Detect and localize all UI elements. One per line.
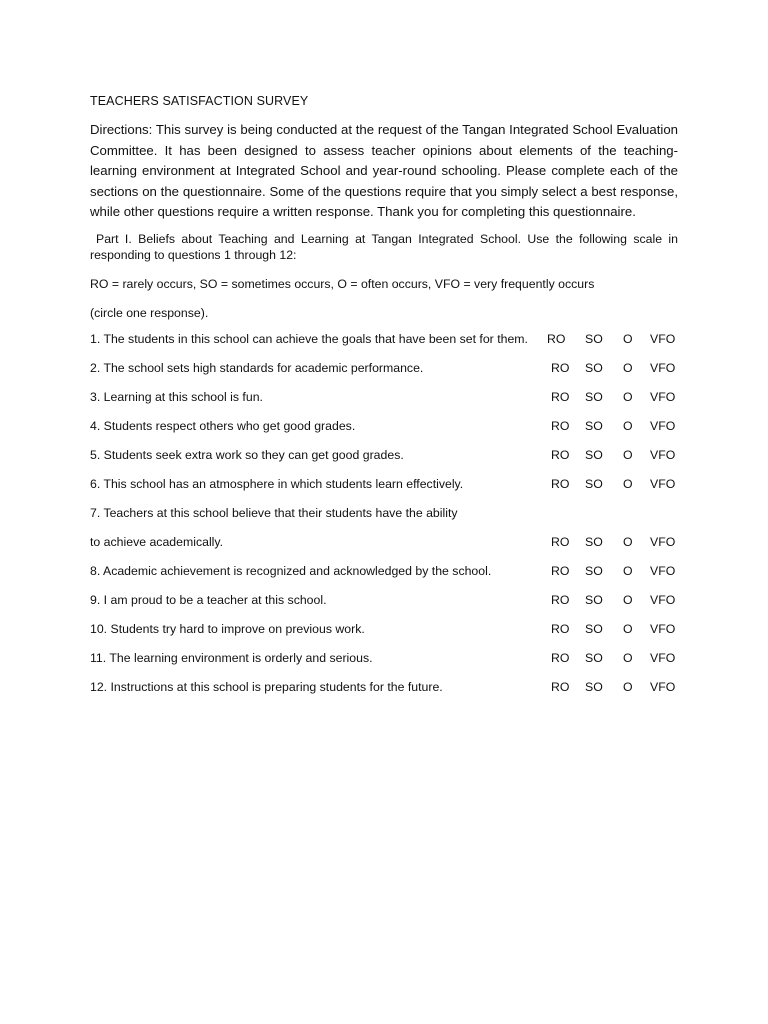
question-row	[90, 506, 678, 535]
option-ro[interactable]: RO	[547, 331, 566, 346]
option-ro[interactable]: RO	[551, 476, 570, 491]
question-text: 9. I am proud to be a teacher at this school.	[90, 592, 327, 607]
question-row	[90, 535, 678, 564]
option-vfo[interactable]: VFO	[650, 592, 676, 607]
question-text: to achieve academically.	[90, 534, 224, 549]
option-ro[interactable]: RO	[551, 563, 570, 578]
option-ro[interactable]: RO	[551, 650, 570, 665]
option-vfo[interactable]: VFO	[650, 563, 676, 578]
question-text: 5. Students seek extra work so they can get good grades.	[90, 447, 404, 462]
option-o[interactable]: O	[623, 447, 633, 462]
question-row	[90, 448, 678, 477]
question-text: 1. The students in this school can achieve the goals that have been set for them.	[90, 331, 528, 346]
option-o[interactable]: O	[623, 476, 633, 491]
question-row	[90, 477, 678, 506]
option-o[interactable]: O	[623, 592, 633, 607]
option-vfo[interactable]: VFO	[650, 650, 676, 665]
option-so[interactable]: SO	[585, 389, 603, 404]
option-ro[interactable]: RO	[551, 447, 570, 462]
part1-heading: Part I. Beliefs about Teaching and Learning at Tangan Integrated School. Use the following scale in responding to questions 1 through 12:	[90, 231, 678, 262]
question-row	[90, 680, 678, 709]
question-text: 8. Academic achievement is recognized and acknowledged by the school.	[90, 563, 492, 578]
option-ro[interactable]: RO	[551, 621, 570, 636]
question-row	[90, 651, 678, 680]
option-so[interactable]: SO	[585, 592, 603, 607]
question-row	[90, 564, 678, 593]
question-text: 4. Students respect others who get good grades.	[90, 418, 356, 433]
option-so[interactable]: SO	[585, 331, 603, 346]
option-ro[interactable]: RO	[551, 360, 570, 375]
option-ro[interactable]: RO	[551, 418, 570, 433]
option-ro[interactable]: RO	[551, 534, 570, 549]
question-text: 10. Students try hard to improve on previous work.	[90, 621, 365, 636]
option-o[interactable]: O	[623, 650, 633, 665]
option-vfo[interactable]: VFO	[650, 360, 676, 375]
option-o[interactable]: O	[623, 679, 633, 694]
question-row	[90, 390, 678, 419]
option-o[interactable]: O	[623, 621, 633, 636]
option-so[interactable]: SO	[585, 650, 603, 665]
option-o[interactable]: O	[623, 563, 633, 578]
option-so[interactable]: SO	[585, 563, 603, 578]
option-vfo[interactable]: VFO	[650, 331, 676, 346]
directions-text: This survey is being conducted at the request of the Tangan Integrated School Evaluation Committee. It has been designed to assess teacher opinions about elements of the teaching-learning environment at Integrated School and year-round schooling. Please complete each of the sections on the questionnaire. Some of the questions require that you simply select a best response, while other questions require a written response. Thank you for completing this questionnaire.	[90, 122, 678, 220]
question-text: 12. Instructions at this school is preparing students for the future.	[90, 679, 443, 694]
question-row	[90, 419, 678, 448]
option-o[interactable]: O	[623, 534, 633, 549]
option-so[interactable]: SO	[585, 476, 603, 491]
response-instruction: (circle one response).	[90, 305, 209, 320]
question-text: 7. Teachers at this school believe that their students have the ability	[90, 505, 458, 520]
question-row	[90, 361, 678, 390]
option-vfo[interactable]: VFO	[650, 534, 676, 549]
option-so[interactable]: SO	[585, 621, 603, 636]
option-o[interactable]: O	[623, 389, 633, 404]
option-vfo[interactable]: VFO	[650, 389, 676, 404]
option-vfo[interactable]: VFO	[650, 621, 676, 636]
question-text: 3. Learning at this school is fun.	[90, 389, 263, 404]
option-ro[interactable]: RO	[551, 389, 570, 404]
directions-label: Directions:	[90, 122, 153, 137]
question-text: 2. The school sets high standards for academic performance.	[90, 360, 424, 375]
option-o[interactable]: O	[623, 360, 633, 375]
question-row	[90, 332, 678, 361]
option-vfo[interactable]: VFO	[650, 447, 676, 462]
survey-page	[90, 94, 678, 709]
question-row	[90, 622, 678, 651]
directions-paragraph	[90, 120, 678, 223]
question-list	[90, 332, 678, 709]
option-so[interactable]: SO	[585, 534, 603, 549]
option-ro[interactable]: RO	[551, 592, 570, 607]
question-text: 6. This school has an atmosphere in which students learn effectively.	[90, 476, 464, 491]
option-so[interactable]: SO	[585, 360, 603, 375]
question-text: 11. The learning environment is orderly and serious.	[90, 650, 373, 665]
option-vfo[interactable]: VFO	[650, 418, 676, 433]
option-o[interactable]: O	[623, 331, 633, 346]
option-o[interactable]: O	[623, 418, 633, 433]
option-so[interactable]: SO	[585, 418, 603, 433]
option-so[interactable]: SO	[585, 679, 603, 694]
scale-legend: RO = rarely occurs, SO = sometimes occurs, O = often occurs, VFO = very frequently occurs	[90, 276, 595, 291]
question-row	[90, 593, 678, 622]
option-vfo[interactable]: VFO	[650, 476, 676, 491]
option-so[interactable]: SO	[585, 447, 603, 462]
option-vfo[interactable]: VFO	[650, 679, 676, 694]
survey-title: TEACHERS SATISFACTION SURVEY	[90, 94, 309, 108]
option-ro[interactable]: RO	[551, 679, 570, 694]
